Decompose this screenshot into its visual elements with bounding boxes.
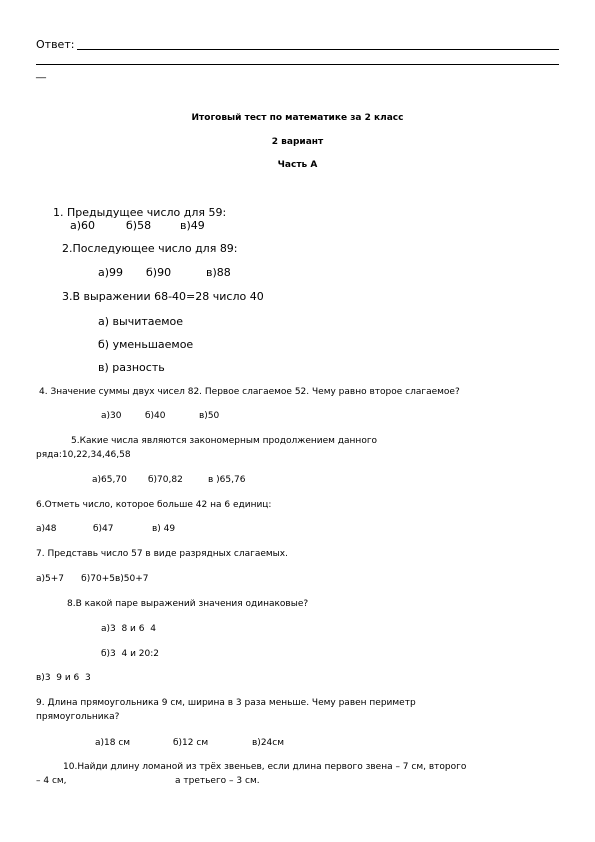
question-10-line-2a: – 4 см, xyxy=(36,776,67,786)
q2-option-c: в)88 xyxy=(206,266,231,279)
question-8: 8.В какой паре выражений значения одинаковые? xyxy=(67,599,309,609)
q3-option-b: б) уменьшаемое xyxy=(98,338,194,351)
q9-option-a: а)18 см xyxy=(95,738,131,748)
q1-option-a: а)60 xyxy=(70,219,96,232)
q6-option-c: в) 49 xyxy=(152,524,176,534)
question-10-line-1: 10.Найди длину ломаной из трёх звеньев, если длина первого звена – 7 см, второго xyxy=(63,762,467,772)
question-5-line-2: ряда:10,22,34,46,58 xyxy=(36,450,131,460)
answer-line-tail: __ xyxy=(36,68,46,79)
question-4: 4. Значение суммы двух чисел 82. Первое слагаемое 52. Чему равно второе слагаемое? xyxy=(39,387,460,397)
question-9-line-2: прямоугольника? xyxy=(36,712,120,722)
answer-line-2 xyxy=(36,64,559,65)
q6-option-b: б)47 xyxy=(93,524,114,534)
q4-option-c: в)50 xyxy=(199,411,220,421)
q6-option-a: а)48 xyxy=(36,524,57,534)
q5-option-a: а)65,70 xyxy=(92,475,127,485)
question-10-line-2b: а третьего – 3 см. xyxy=(175,776,260,786)
q4-option-a: а)30 xyxy=(101,411,122,421)
test-title: Итоговый тест по математике за 2 класс xyxy=(191,113,404,123)
question-5-line-1: 5.Какие числа являются закономерным продолжением данного xyxy=(71,436,378,446)
q8-option-b: б)3 4 и 20:2 xyxy=(101,649,160,659)
question-3: 3.В выражении 68-40=28 число 40 xyxy=(62,290,264,303)
q2-option-b: б)90 xyxy=(146,266,172,279)
question-6: 6.Отметь число, которое больше 42 на 6 единиц: xyxy=(36,500,272,510)
question-2: 2.Последующее число для 89: xyxy=(62,242,238,255)
q7-options: а)5+7 б)70+5в)50+7 xyxy=(36,574,149,584)
variant-label: 2 вариант xyxy=(271,137,324,147)
part-label: Часть А xyxy=(277,160,318,170)
q1-option-c: в)49 xyxy=(180,219,205,232)
q5-option-c: в )65,76 xyxy=(208,475,246,485)
q3-option-c: в) разность xyxy=(98,361,165,374)
question-1: 1. Предыдущее число для 59: xyxy=(53,206,227,219)
q8-option-c: в)3 9 и 6 3 xyxy=(36,673,91,683)
answer-line-1 xyxy=(77,49,559,50)
q4-option-b: б)40 xyxy=(145,411,166,421)
q2-option-a: а)99 xyxy=(98,266,124,279)
q9-option-b: б)12 см xyxy=(173,738,209,748)
question-9-line-1: 9. Длина прямоугольника 9 см, ширина в 3 раза меньше. Чему равен периметр xyxy=(36,698,416,708)
q9-option-c: в)24см xyxy=(252,738,285,748)
answer-label: Ответ: xyxy=(36,38,75,51)
q3-option-a: а) вычитаемое xyxy=(98,315,184,328)
question-7: 7. Представь число 57 в виде разрядных слагаемых. xyxy=(36,549,288,559)
q1-option-b: б)58 xyxy=(126,219,152,232)
q5-option-b: б)70,82 xyxy=(148,475,183,485)
q8-option-a: а)3 8 и 6 4 xyxy=(101,624,156,634)
